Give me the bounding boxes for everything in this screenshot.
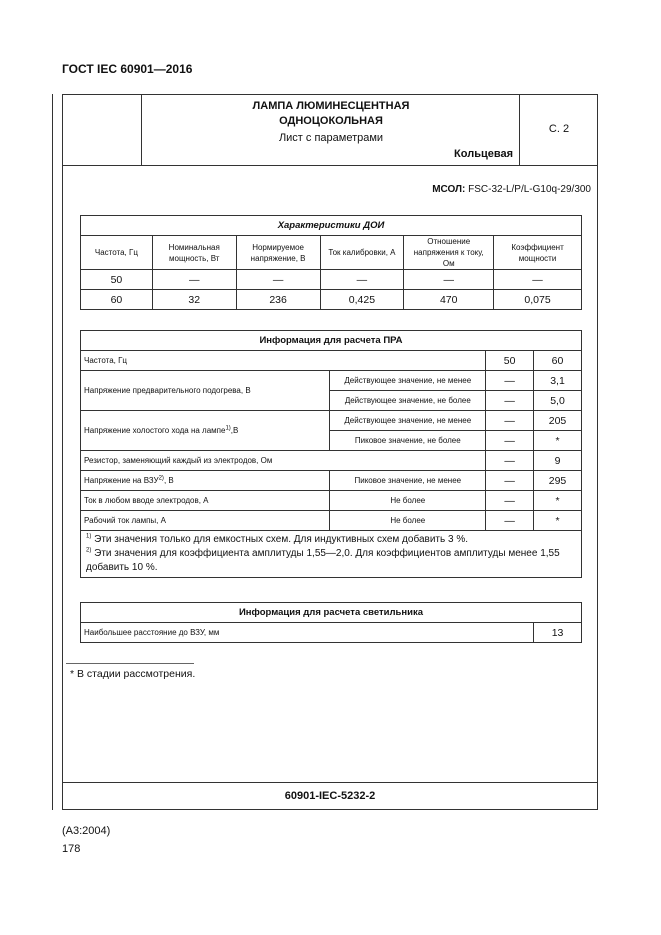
- title-line-3: Лист с параметрами: [278, 132, 384, 144]
- preheat-min-50: —: [486, 371, 534, 391]
- title-line-1: ЛАМПА ЛЮМИНЕСЦЕНТНАЯ: [252, 100, 410, 112]
- table-row: [81, 411, 582, 431]
- table-row: [81, 623, 582, 643]
- vzu-label: Напряжение на ВЗУ: [84, 476, 159, 485]
- ocv-footnote-mark: 1): [225, 425, 231, 432]
- note-1-text: Эти значения только для емкостных схем. Для индуктивных схем добавить 3 %.: [94, 534, 468, 545]
- note-2-mark: 2): [86, 547, 92, 554]
- sheet-number: 60901-IEC-5232-2: [62, 782, 598, 810]
- freq-50: 50: [486, 351, 534, 371]
- vzu-condition: Пиковое значение, не менее: [330, 471, 486, 491]
- operating-current-label: Рабочий ток лампы, А: [81, 511, 330, 531]
- table-cell: —: [404, 270, 494, 290]
- table-row: [81, 290, 582, 310]
- vzu-label-cell: [81, 471, 330, 491]
- table-cell: 32: [152, 290, 236, 310]
- table-notes-row: [81, 531, 582, 578]
- lead-current-label: Ток в любом вводе электродов, А: [81, 491, 330, 511]
- preheat-max-label: Действующее значение, не более: [330, 391, 486, 411]
- freq-label: Частота, Гц: [81, 351, 486, 371]
- note-2: [86, 547, 576, 575]
- doi-characteristics-table: [80, 215, 582, 310]
- ocv-min-60: 205: [534, 411, 582, 431]
- table-cell: 0,425: [320, 290, 404, 310]
- note-1: [86, 533, 576, 547]
- title-line-2: ОДНОЦОКОЛЬНАЯ: [279, 115, 383, 127]
- mcol-label: МСОЛ:: [432, 184, 466, 195]
- table2-caption: Информация для расчета ПРА: [81, 331, 582, 351]
- table1-header: Отношение напряжения к току, Ом: [404, 236, 494, 270]
- vzu-60: 295: [534, 471, 582, 491]
- mcol-value: FSC-32-L/P/L-G10q-29/300: [468, 184, 591, 195]
- table-row: [81, 471, 582, 491]
- table1-header: Номинальная мощность, Вт: [152, 236, 236, 270]
- table-cell: —: [236, 270, 320, 290]
- table-row: [81, 451, 582, 471]
- mcol-designation: [432, 184, 591, 195]
- preheat-max-60: 5,0: [534, 391, 582, 411]
- left-margin-line: [52, 94, 62, 810]
- operating-current-50: —: [486, 511, 534, 531]
- table-cell: 60: [81, 290, 153, 310]
- ocv-label-cell: [81, 411, 330, 451]
- luminaire-info-table: [80, 602, 582, 643]
- page-number: 178: [62, 843, 81, 855]
- lead-current-condition: Не более: [330, 491, 486, 511]
- vzu-unit: , В: [163, 476, 174, 485]
- table-cell: —: [320, 270, 404, 290]
- lead-current-50: —: [486, 491, 534, 511]
- footnote: * В стадии рассмотрения.: [70, 668, 196, 680]
- table3-caption: Информация для расчета светильника: [81, 603, 582, 623]
- table1-header-row: [81, 236, 582, 270]
- title-block: [62, 94, 598, 166]
- max-distance-label: Наибольшее расстояние до ВЗУ, мм: [81, 623, 534, 643]
- ocv-peak-50: —: [486, 431, 534, 451]
- title-block-blank-cell: [62, 94, 142, 165]
- table-cell: —: [152, 270, 236, 290]
- preheat-min-label: Действующее значение, не менее: [330, 371, 486, 391]
- table1-header: Ток калибровки, А: [320, 236, 404, 270]
- page-code: С. 2: [548, 123, 570, 135]
- table-cell: —: [494, 270, 582, 290]
- table1-header: Частота, Гц: [81, 236, 153, 270]
- table-notes: [81, 531, 582, 578]
- resistor-60: 9: [534, 451, 582, 471]
- amendment-ref: (A3:2004): [62, 825, 111, 837]
- table-row: [81, 491, 582, 511]
- ocv-min-label: Действующее значение, не менее: [330, 411, 486, 431]
- ballast-info-table: [80, 330, 582, 578]
- max-distance-value: 13: [534, 623, 582, 643]
- ocv-peak-label: Пиковое значение, не более: [330, 431, 486, 451]
- table-row: [81, 351, 582, 371]
- vzu-50: —: [486, 471, 534, 491]
- preheat-min-60: 3,1: [534, 371, 582, 391]
- lead-current-60: *: [534, 491, 582, 511]
- table-row: [81, 270, 582, 290]
- table1-header: Нормируемое напряжение, В: [236, 236, 320, 270]
- ocv-unit: ,В: [230, 426, 239, 435]
- resistor-label: Резистор, заменяющий каждый из электродов, Ом: [81, 451, 486, 471]
- ocv-label: Напряжение холостого хода на лампе: [84, 426, 226, 435]
- operating-current-60: *: [534, 511, 582, 531]
- operating-current-condition: Не более: [330, 511, 486, 531]
- ocv-min-50: —: [486, 411, 534, 431]
- note-2-text: Эти значения для коэффициента амплитуды 1,55—2,0. Для коэффициентов амплитуды менее 1,55 добавить 10 %.: [86, 548, 560, 573]
- freq-60: 60: [534, 351, 582, 371]
- preheat-max-50: —: [486, 391, 534, 411]
- table1-header: Коэффициент мощности: [494, 236, 582, 270]
- table-row: [81, 371, 582, 391]
- standard-header: ГОСТ IEC 60901—2016: [62, 62, 193, 76]
- preheat-label: Напряжение предварительного подогрева, В: [81, 371, 330, 411]
- table-cell: 236: [236, 290, 320, 310]
- title-block-center: [142, 94, 520, 165]
- footnote-rule: [66, 663, 194, 664]
- table-cell: 50: [81, 270, 153, 290]
- table-row: [81, 511, 582, 531]
- table1-caption: Характеристики ДОИ: [81, 216, 582, 236]
- ocv-peak-60: *: [534, 431, 582, 451]
- resistor-50: —: [486, 451, 534, 471]
- vzu-footnote-mark: 2): [158, 475, 164, 482]
- table-cell: 0,075: [494, 290, 582, 310]
- note-1-mark: 1): [86, 533, 92, 540]
- table-cell: 470: [404, 290, 494, 310]
- title-line-4: Кольцевая: [454, 148, 513, 160]
